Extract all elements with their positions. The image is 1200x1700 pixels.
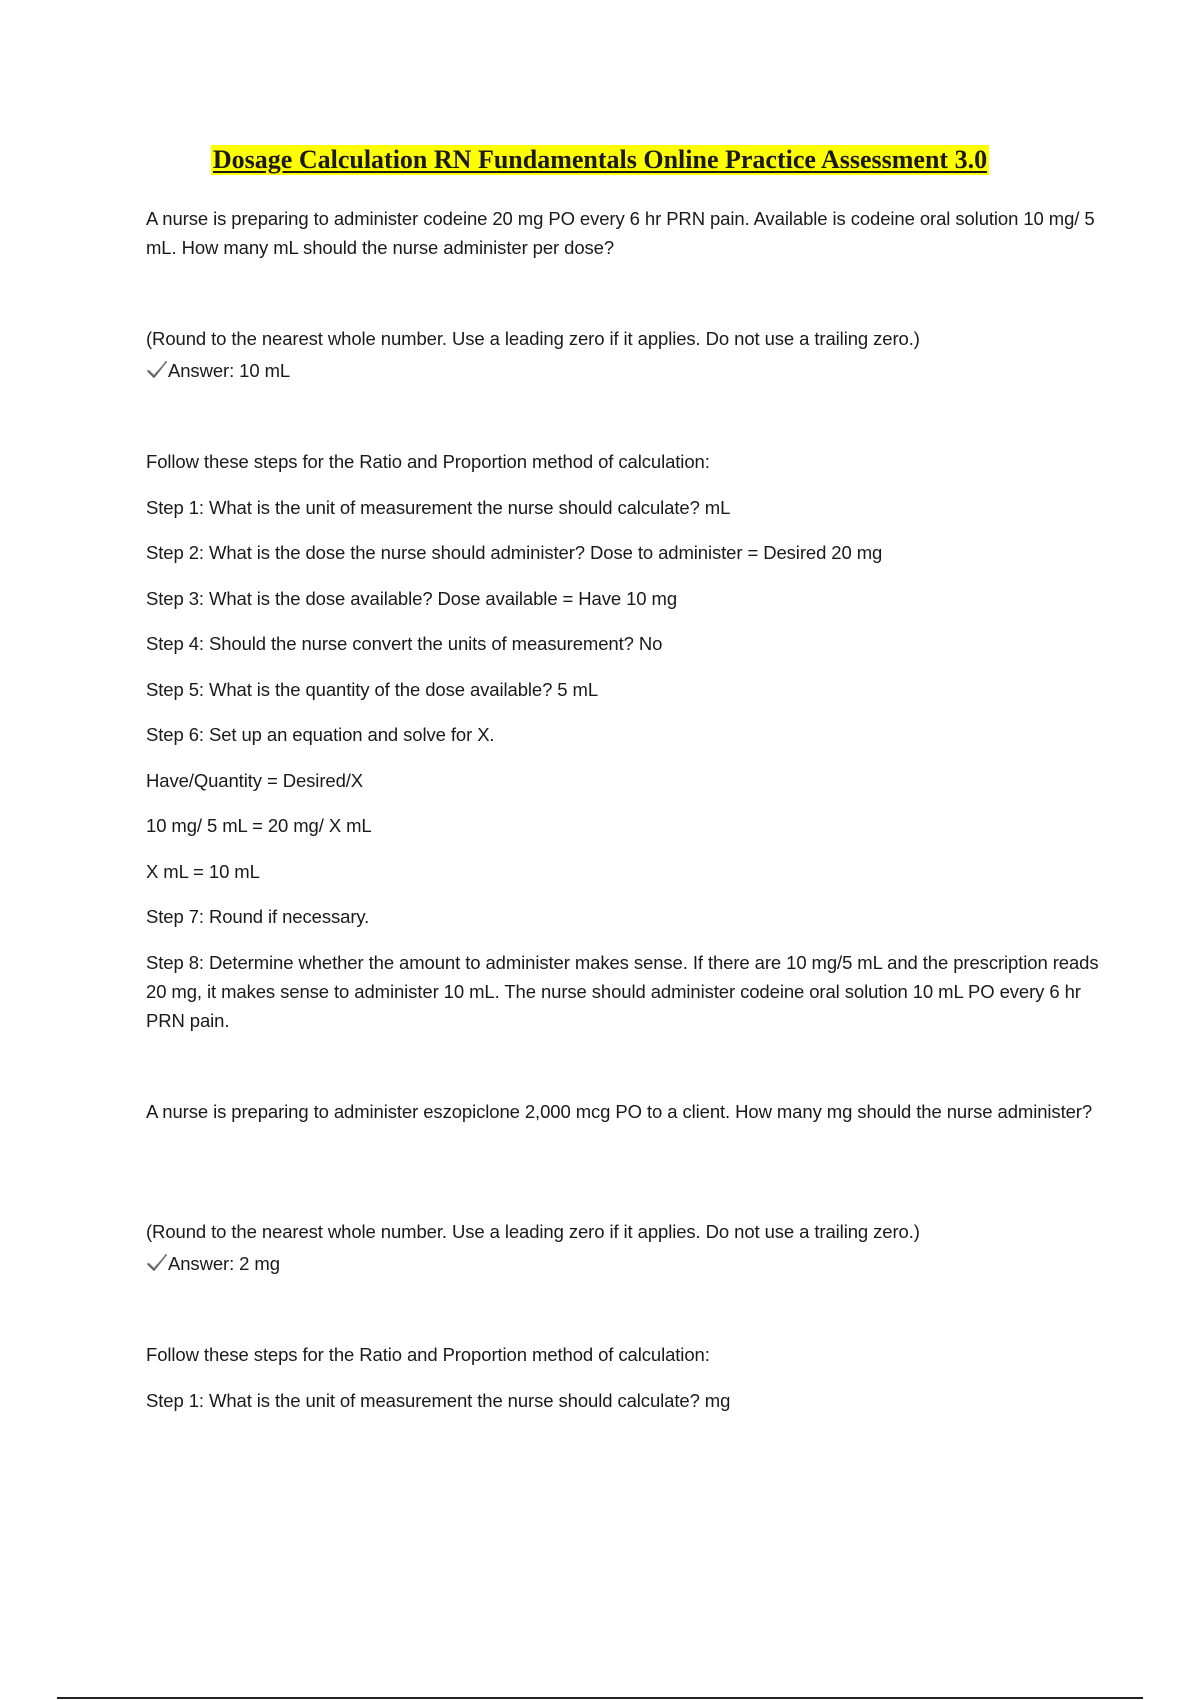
q2-question-text: A nurse is preparing to administer eszopiclone 2,000 mcg PO to a client. How many mg should the nurse administer? <box>146 1101 1093 1122</box>
q1-equation <box>146 811 1096 840</box>
q1-instructions-text: (Round to the nearest whole number. Use a leading zero if it applies. Do not use a trailing zero.) <box>146 328 920 349</box>
q2-instructions <box>146 1217 1096 1246</box>
q1-step <box>146 720 1096 749</box>
q1-step-2: Step 2: What is the dose the nurse should administer? Dose to administer = Desired 20 mg <box>146 542 883 563</box>
q1-step <box>146 902 1096 931</box>
q2-method-intro <box>146 1340 1096 1369</box>
q1-equation-formula: Have/Quantity = Desired/X <box>146 770 364 791</box>
q1-equation-result: X mL = 10 mL <box>146 861 260 882</box>
q1-step-5: Step 5: What is the quantity of the dose available? 5 mL <box>146 679 599 700</box>
q1-step-3: Step 3: What is the dose available? Dose available = Have 10 mg <box>146 588 678 609</box>
title-container <box>0 145 1200 175</box>
check-mark-icon <box>146 1252 168 1272</box>
q1-equation <box>146 766 1096 795</box>
q1-step <box>146 948 1106 1035</box>
q1-step <box>146 675 1096 704</box>
q1-answer <box>146 356 1096 385</box>
q2-step <box>146 1386 1096 1415</box>
q1-answer-text: Answer: 10 mL <box>168 360 291 381</box>
q1-step-7: Step 7: Round if necessary. <box>146 906 370 927</box>
q1-step-8: Step 8: Determine whether the amount to administer makes sense. If there are 10 mg/5 mL and the prescription reads 20 mg, it makes sense to administer 10 mL. The nurse should administer codeine oral solution 10 mL PO every 6 hr PRN pain. <box>146 952 1099 1031</box>
q1-equation-setup: 10 mg/ 5 mL = 20 mg/ X mL <box>146 815 372 836</box>
q1-step-6: Step 6: Set up an equation and solve for X. <box>146 724 495 745</box>
q2-step-1: Step 1: What is the unit of measurement the nurse should calculate? mg <box>146 1390 731 1411</box>
q2-question <box>146 1097 1106 1126</box>
q2-method-intro-text: Follow these steps for the Ratio and Proportion method of calculation: <box>146 1344 710 1365</box>
q1-step <box>146 493 1096 522</box>
q1-method-intro <box>146 447 1096 476</box>
q1-step-4: Step 4: Should the nurse convert the units of measurement? No <box>146 633 663 654</box>
q1-step <box>146 584 1096 613</box>
q2-instructions-text: (Round to the nearest whole number. Use a leading zero if it applies. Do not use a trailing zero.) <box>146 1221 920 1242</box>
q1-question <box>146 204 1096 262</box>
q1-step <box>146 538 1096 567</box>
document-title: Dosage Calculation RN Fundamentals Online Practice Assessment 3.0 <box>212 145 988 174</box>
q2-answer <box>146 1249 1096 1278</box>
page-bottom-divider <box>57 1697 1143 1699</box>
check-mark-icon <box>146 359 168 379</box>
q1-step-1: Step 1: What is the unit of measurement the nurse should calculate? mL <box>146 497 731 518</box>
q1-instructions <box>146 324 1096 353</box>
q1-equation <box>146 857 1096 886</box>
q1-step <box>146 629 1096 658</box>
q1-method-intro-text: Follow these steps for the Ratio and Proportion method of calculation: <box>146 451 710 472</box>
q2-answer-text: Answer: 2 mg <box>168 1253 280 1274</box>
q1-question-text: A nurse is preparing to administer codeine 20 mg PO every 6 hr PRN pain. Available is codeine oral solution 10 mg/ 5 mL. How many mL should the nurse administer per dose? <box>146 208 1095 258</box>
